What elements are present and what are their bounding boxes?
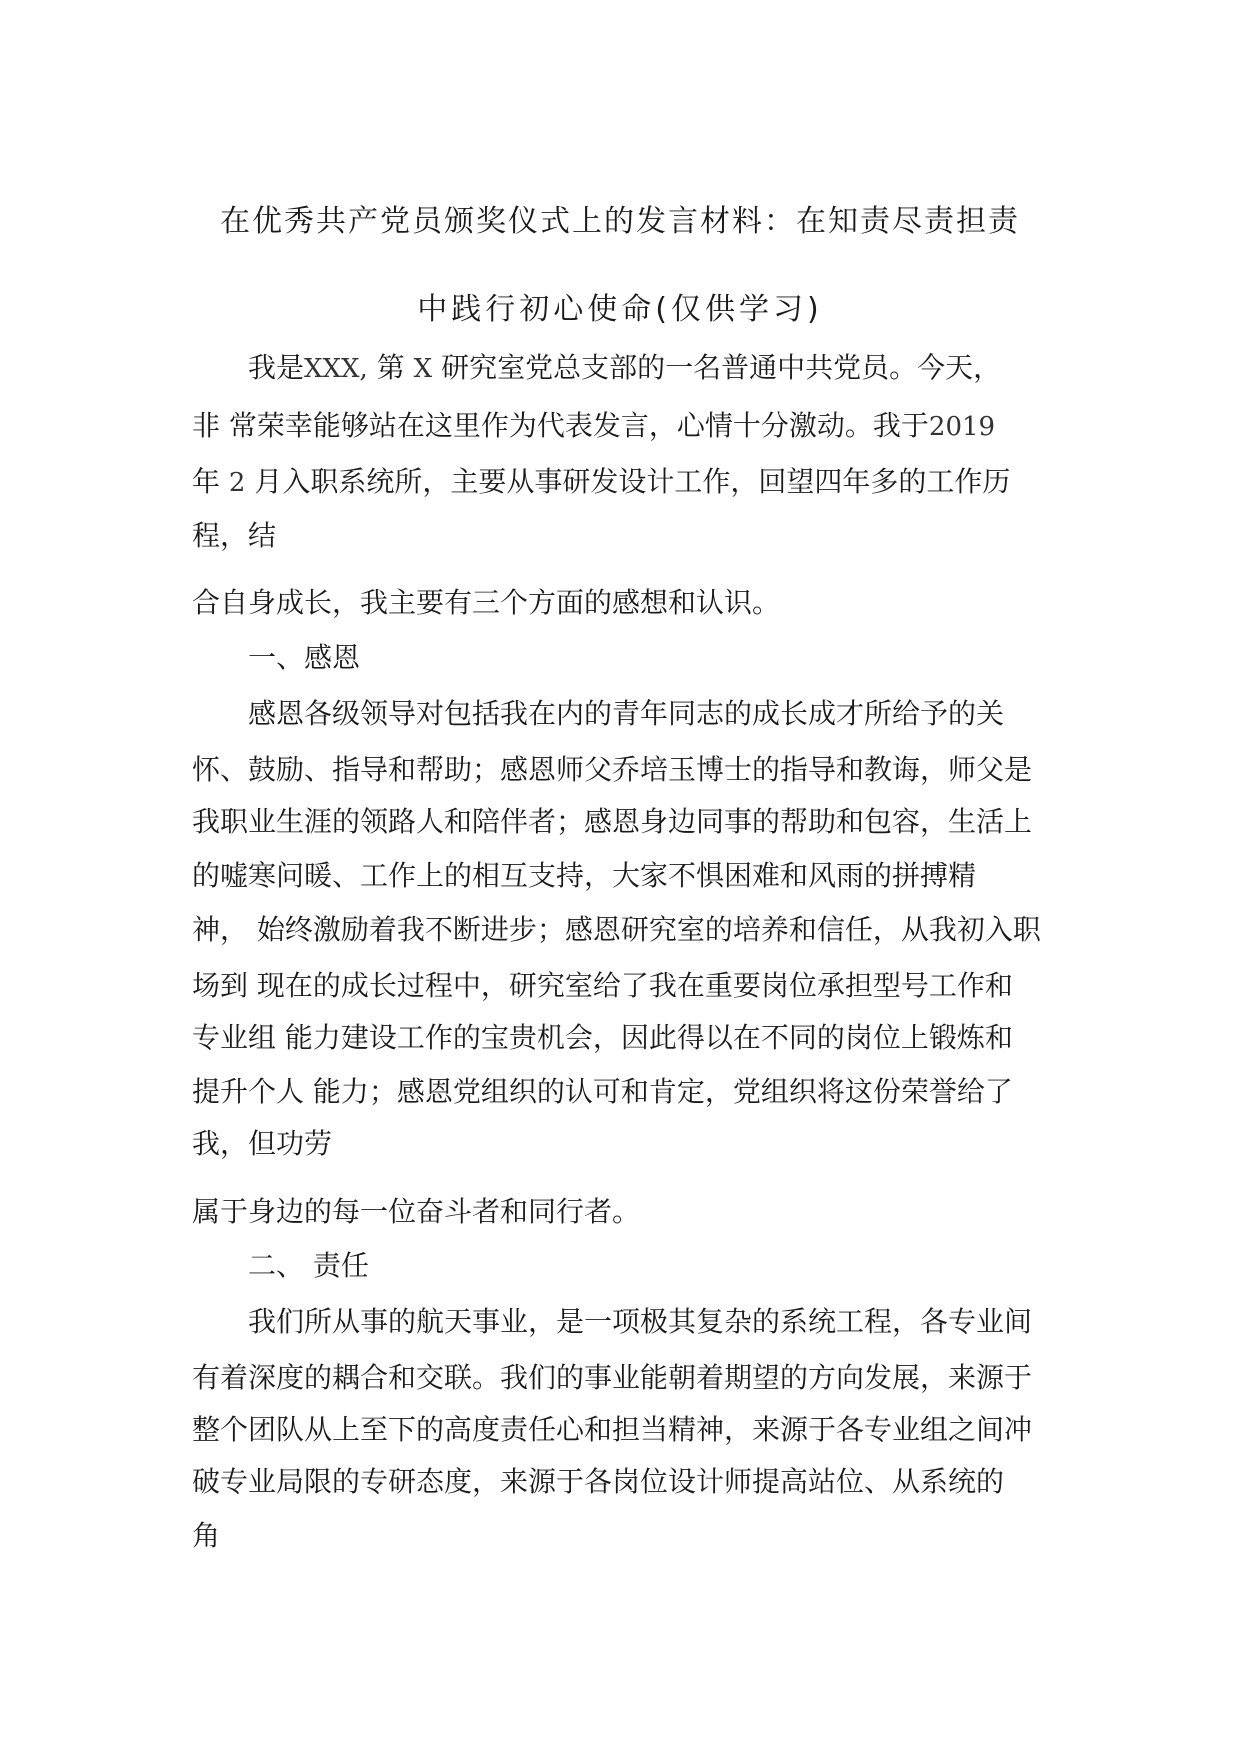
intro-text: 我是 xyxy=(248,351,305,384)
section2-line: 角 xyxy=(192,1519,221,1552)
intro-text: 第 xyxy=(376,351,405,384)
section2-line: 我们所从事的航天事业，是一项极其复杂的系统工程，各专业间 xyxy=(248,1305,1033,1338)
intro-month: 2 xyxy=(228,468,246,498)
section1-line: 专业组 能力建设工作的宝贵机会，因此得以在不同的岗位上锻炼和 xyxy=(192,1021,1013,1054)
section1-line: 场到 现在的成长过程中，研究室给了我在重要岗位承担型号工作和 xyxy=(192,969,1013,1002)
section1-line: 我职业生涯的领路人和陪伴者；感恩身边同事的帮助和包容，生活上 xyxy=(192,805,1033,838)
intro-line-3 xyxy=(192,462,1010,503)
intro-line-1 xyxy=(248,348,1001,389)
document-title-line-2: 中践行初心使命(仅供学习) xyxy=(417,292,823,327)
section2-line: 有着深度的耦合和交联。我们的事业能朝着期望的方向发展，来源于 xyxy=(192,1361,1033,1394)
intro-line-4: 程，结 xyxy=(192,519,277,552)
intro-lab-number: X xyxy=(413,354,433,384)
section1-line: 神， 始终激励着我不断进步；感恩研究室的培养和信任，从我初入职 xyxy=(192,913,1041,946)
section1-line: 的嘘寒问暖、工作上的相互支持，大家不惧困难和风雨的拼搏精 xyxy=(192,859,977,892)
document-title-line-1: 在优秀共产党员颁奖仪式上的发言材料：在知责尽责担责 xyxy=(220,204,1020,239)
section1-line: 提升个人 能力；感恩党组织的认可和肯定，党组织将这份荣誉给了 xyxy=(192,1075,1013,1108)
section-heading-responsibility: 二、 责任 xyxy=(248,1249,369,1282)
intro-year: 2019 xyxy=(928,412,996,442)
intro-text: 月入职系统所，主要从事研发设计工作，回望四年多的工作历 xyxy=(254,465,1011,498)
intro-name: XXX, xyxy=(304,354,368,384)
intro-text: 非 常荣幸能够站在这里作为代表发言，心情十分激动。我于 xyxy=(192,409,929,442)
section2-line: 整个团队从上至下的高度责任心和担当精神，来源于各专业组之间冲 xyxy=(192,1413,1033,1446)
section1-line: 怀、鼓励、指导和帮助；感恩师父乔培玉博士的指导和教诲，师父是 xyxy=(192,753,1033,786)
section1-line: 属于身边的每一位奋斗者和同行者。 xyxy=(192,1195,641,1228)
section2-line: 破专业局限的专研态度，来源于各岗位设计师提高站位、从系统的 xyxy=(192,1465,1005,1498)
section1-line: 感恩各级领导对包括我在内的青年同志的成长成才所给予的关 xyxy=(248,697,1005,730)
intro-text: 年 xyxy=(192,465,221,498)
intro-text: 研究室党总支部的一名普通中共党员。今天， xyxy=(441,351,1002,384)
intro-line-2 xyxy=(192,406,995,447)
intro-line-5: 合自身成长，我主要有三个方面的感想和认识。 xyxy=(192,586,781,619)
section1-line: 我，但功劳 xyxy=(192,1127,333,1160)
section-heading-gratitude: 一、感恩 xyxy=(248,641,361,674)
